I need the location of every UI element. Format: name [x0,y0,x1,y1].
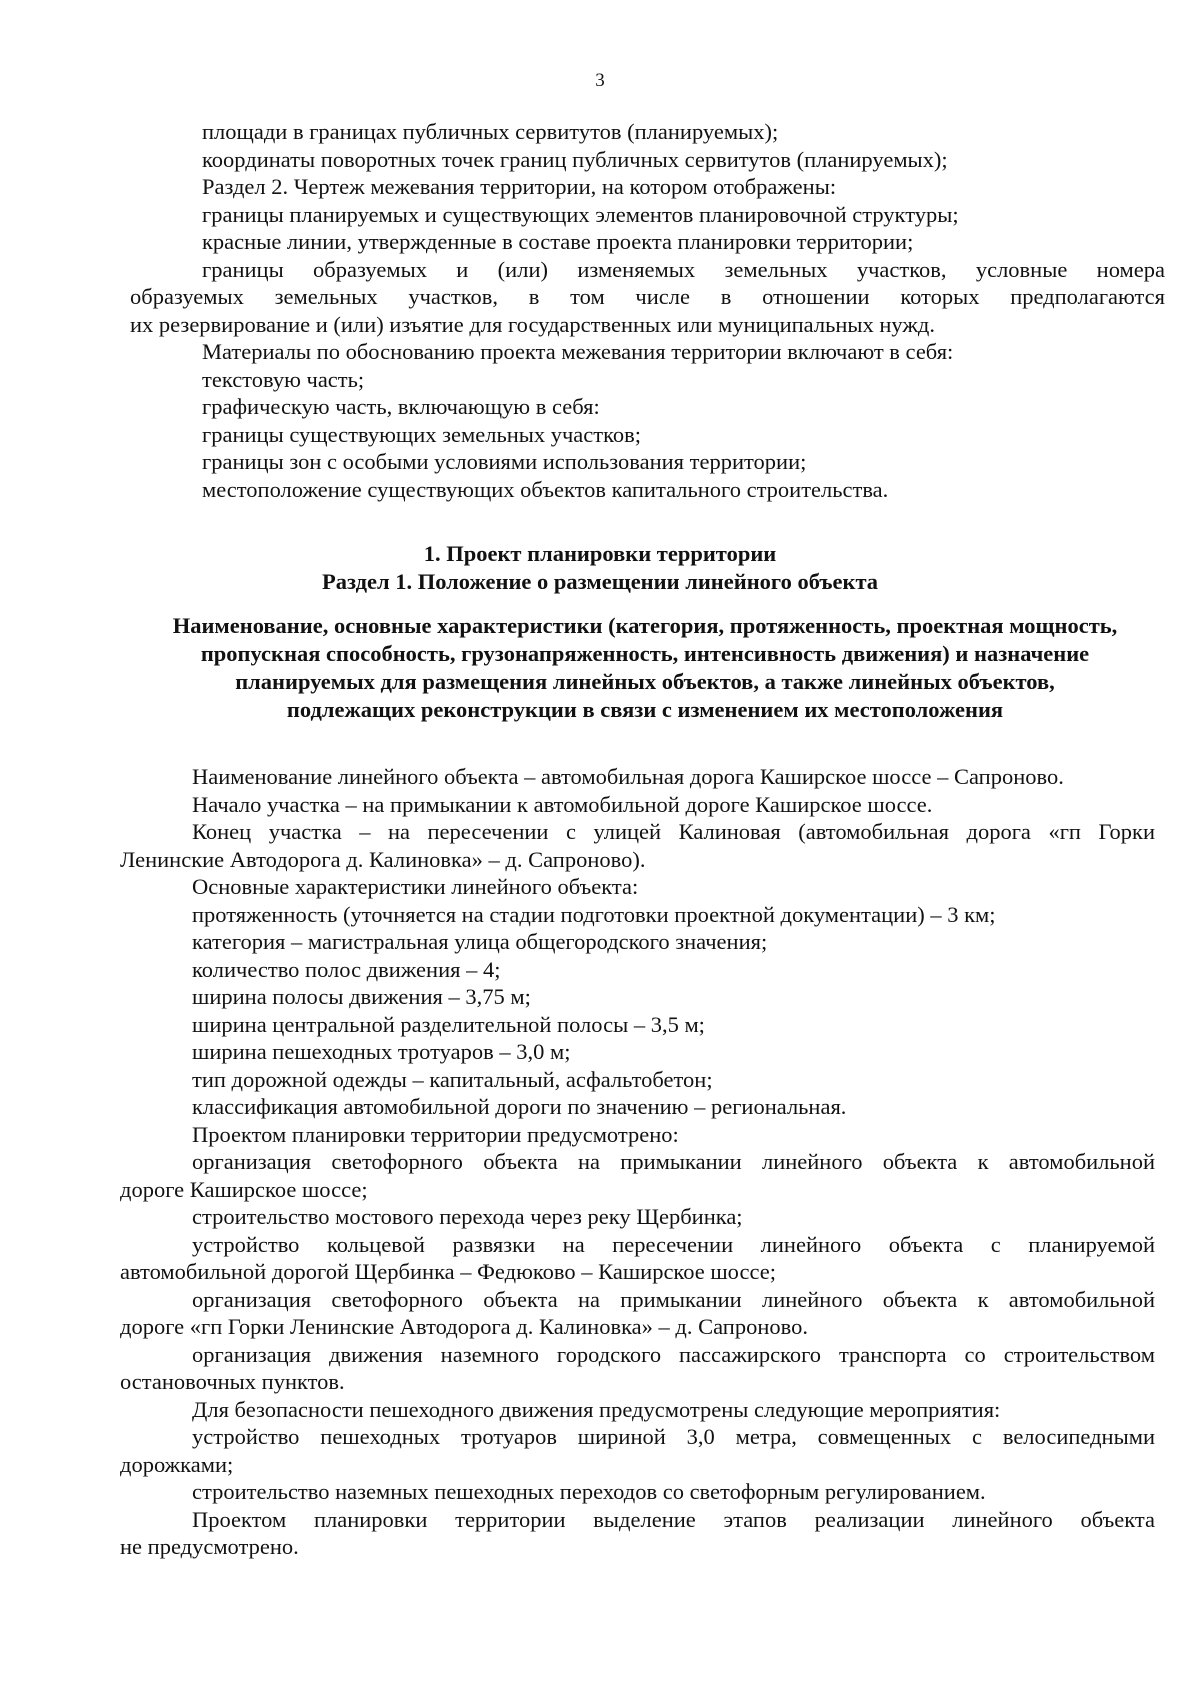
text-line: Проектом планировки территории предусмотрено: [192,1121,679,1147]
text-line: протяженность (уточняется на стадии подготовки проектной документации) – 3 км; [192,901,996,927]
text-line: координаты поворотных точек границ публичных сервитутов (планируемых); [202,146,948,172]
text-line: красные линии, утвержденные в составе проекта планировки территории; [202,229,914,254]
text-line: ширина пешеходных тротуаров – 3,0 м; [192,1039,571,1064]
text-line: тип дорожной одежды – капитальный, асфальтобетон; [192,1066,713,1092]
text-line: Материалы по обоснованию проекта межевания территории включают в себя: [202,339,954,364]
section-heading [0,540,1200,596]
text-line: Проектом планировки территории выделение этапов реализации линейного объекта [192,1506,1155,1532]
text-line: строительство мостового перехода через реку Щербинка; [192,1204,743,1229]
text-line: границы образуемых и (или) изменяемых земельных участков, условные номера [202,256,1165,282]
text-line: устройство кольцевой развязки на пересечении линейного объекта с планируемой [192,1231,1155,1257]
text-line: не предусмотрено. [120,1534,299,1559]
heading-line: подлежащих реконструкции в связи с изменением их местоположения [286,697,1004,722]
text-line: автомобильной дорогой Щербинка – Федюково – Каширское шоссе; [120,1259,776,1284]
text-line: классификация автомобильной дороги по значению – региональная. [192,1094,847,1119]
text-line: Начало участка – на примыкании к автомобильной дороге Каширское шоссе. [192,791,933,817]
page-number: 3 [595,70,605,91]
text-line: организация светофорного объекта на примыкании линейного объекта к автомобильной [192,1286,1155,1312]
text-line: ширина центральной разделительной полосы – 3,5 м; [192,1011,705,1037]
text-line: Ленинские Автодорога д. Калиновка» – д. Сапроново). [120,846,646,872]
text-line: образуемых земельных участков, в том числе в отношении которых предполагаются [130,284,1165,309]
text-line: их резервирование и (или) изъятие для государственных или муниципальных нужд. [130,311,935,337]
text-line: границы планируемых и существующих элементов планировочной структуры; [202,201,959,227]
text-line: границы существующих земельных участков; [202,421,642,447]
heading-line: Раздел 1. Положение о размещении линейного объекта [321,569,879,594]
text-line: Конец участка – на пересечении с улицей Калиновая (автомобильная дорога «гп Горки [192,819,1155,844]
text-line: категория – магистральная улица общегородского значения; [192,929,768,954]
text-line: ширина полосы движения – 3,75 м; [192,984,531,1009]
text-line: дороге Каширское шоссе; [120,1176,368,1202]
heading-line: Наименование, основные характеристики (категория, протяженность, проектная мощность, [172,613,1118,638]
body-block [120,763,1155,1561]
text-line: местоположение существующих объектов капитального строительства. [202,476,889,502]
heading-line: 1. Проект планировки территории [423,541,777,566]
text-line: графическую часть, включающую в себя: [202,394,600,419]
text-line: площади в границах публичных сервитутов (планируемых); [202,119,779,144]
text-line: Наименование линейного объекта – автомобильная дорога Каширское шоссе – Сапроново. [192,764,1064,789]
text-line: организация светофорного объекта на примыкании линейного объекта к автомобильной [192,1149,1155,1174]
heading-line: планируемых для размещения линейных объектов, а также линейных объектов, [235,669,1055,694]
text-line: границы зон с особыми условиями использования территории; [202,449,807,474]
text-line: устройство пешеходных тротуаров шириной 3,0 метра, совмещенных с велосипедными [192,1424,1155,1449]
text-line: текстовую часть; [202,366,365,392]
text-line: остановочных пунктов. [120,1369,345,1394]
text-line: дороге «гп Горки Ленинские Автодорога д. Калиновка» – д. Сапроново. [120,1314,808,1339]
text-line: количество полос движения – 4; [192,956,501,982]
subsection-heading [120,612,1170,724]
text-line: Основные характеристики линейного объекта: [192,874,639,899]
text-line: Раздел 2. Чертеж межевания территории, на котором отображены: [202,174,837,199]
text-line: строительство наземных пешеходных переходов со светофорным регулированием. [192,1479,986,1504]
text-line: дорожками; [120,1451,234,1477]
intro-block [130,118,1165,503]
heading-line: пропускная способность, грузонапряженность, интенсивность движения) и назначение [200,641,1090,666]
text-line: организация движения наземного городского пассажирского транспорта со строительством [192,1341,1155,1367]
text-line: Для безопасности пешеходного движения предусмотрены следующие мероприятия: [192,1396,1001,1422]
